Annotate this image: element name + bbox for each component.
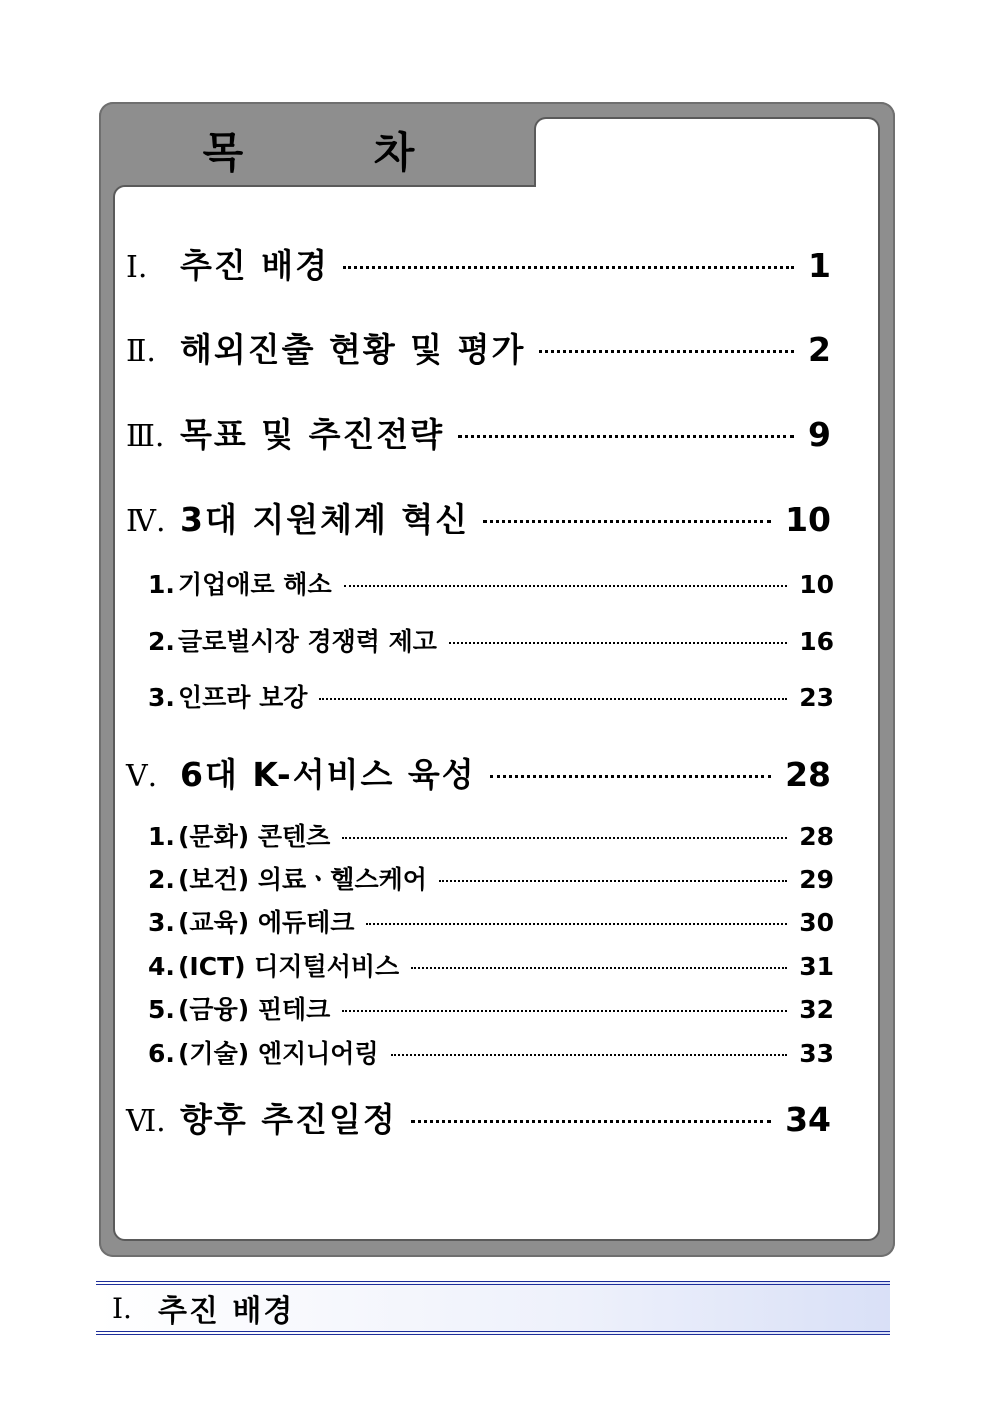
entry-page: 2 [808,330,831,369]
toc-subentry[interactable] [148,565,834,601]
subentry-label: 기업애로 해소 [178,570,332,599]
toc-title: 목 차 [202,128,473,177]
section-title: 추진 배경 [158,1294,295,1329]
subentry-label: (기술) 엔지니어링 [178,1039,379,1068]
subentry-number: 5. [148,995,175,1024]
subentry-page: 23 [799,683,834,712]
subentry-page: 30 [799,908,834,937]
subentry-page: 10 [799,570,834,599]
entry-page: 34 [785,1100,831,1139]
subentry-number: 2. [148,865,175,894]
section-number: Ⅰ. [112,1291,132,1325]
entry-label: 6대 K-서비스 육성 [180,755,476,794]
dot-leader [344,585,788,587]
dot-leader [490,775,771,778]
subentry-page: 28 [799,822,834,851]
entry-number: Ⅴ. [126,759,158,794]
entry-number: Ⅲ. [126,419,165,454]
section-header [96,1281,890,1335]
subentry-label: 글로벌시장 경쟁력 제고 [178,627,437,656]
subentry-label: (금융) 핀테크 [178,995,331,1024]
entry-number: Ⅱ. [126,334,156,369]
entry-label: 목표 및 추진전략 [180,415,445,454]
entry-page: 10 [785,500,831,539]
dot-leader [439,880,787,882]
subentry-label: (교육) 에듀테크 [178,908,355,937]
entry-page: 28 [785,755,831,794]
toc-entry-2[interactable] [126,324,831,371]
entry-label: 해외진출 현황 및 평가 [180,330,526,369]
entry-number: Ⅳ. [126,504,166,539]
entry-label: 3대 지원체계 혁신 [180,500,470,539]
subentry-number: 4. [148,952,175,981]
subentry-page: 31 [799,952,834,981]
toc-entry-4[interactable] [126,494,831,541]
dot-leader [483,520,771,523]
subentry-label: (보건) 의료ㆍ헬스케어 [178,865,427,894]
entry-number: Ⅰ. [126,250,148,285]
toc-entry-5[interactable] [126,749,831,796]
subentry-number: 1. [148,822,175,851]
dot-leader [449,642,787,644]
subentry-number: 3. [148,908,175,937]
dot-leader [366,923,787,925]
toc-subentry[interactable] [148,903,834,939]
entry-number: Ⅵ. [126,1104,166,1139]
toc-entry-6[interactable] [126,1094,831,1141]
toc-subentry[interactable] [148,1034,834,1070]
toc-subentry[interactable] [148,678,834,714]
dot-leader [411,1120,771,1123]
entry-label: 향후 추진일정 [180,1100,397,1139]
toc-entry-1[interactable] [126,240,831,287]
toc-entry-3[interactable] [126,409,831,456]
entry-label: 추진 배경 [180,246,330,285]
subentry-label: 인프라 보강 [178,683,308,712]
subentry-page: 16 [799,627,834,656]
subentry-number: 6. [148,1039,175,1068]
dot-leader [458,435,794,438]
toc-subentry[interactable] [148,622,834,658]
dot-leader [319,698,787,700]
dot-leader [411,967,787,969]
toc-subentry[interactable] [148,817,834,853]
dot-leader [539,350,794,353]
subentry-label: (문화) 콘텐츠 [178,822,331,851]
dot-leader [391,1054,788,1056]
subentry-number: 1. [148,570,175,599]
dot-leader [343,266,794,269]
tab-joint [536,183,878,223]
entry-page: 9 [808,415,831,454]
toc-subentry[interactable] [148,990,834,1026]
subentry-number: 2. [148,627,175,656]
dot-leader [342,1010,787,1012]
subentry-page: 33 [799,1039,834,1068]
subentry-page: 29 [799,865,834,894]
toc-subentry[interactable] [148,860,834,896]
subentry-number: 3. [148,683,175,712]
subentry-page: 32 [799,995,834,1024]
subentry-label: (ICT) 디지털서비스 [178,952,400,981]
entry-page: 1 [808,246,831,285]
dot-leader [342,837,787,839]
toc-subentry[interactable] [148,947,834,983]
